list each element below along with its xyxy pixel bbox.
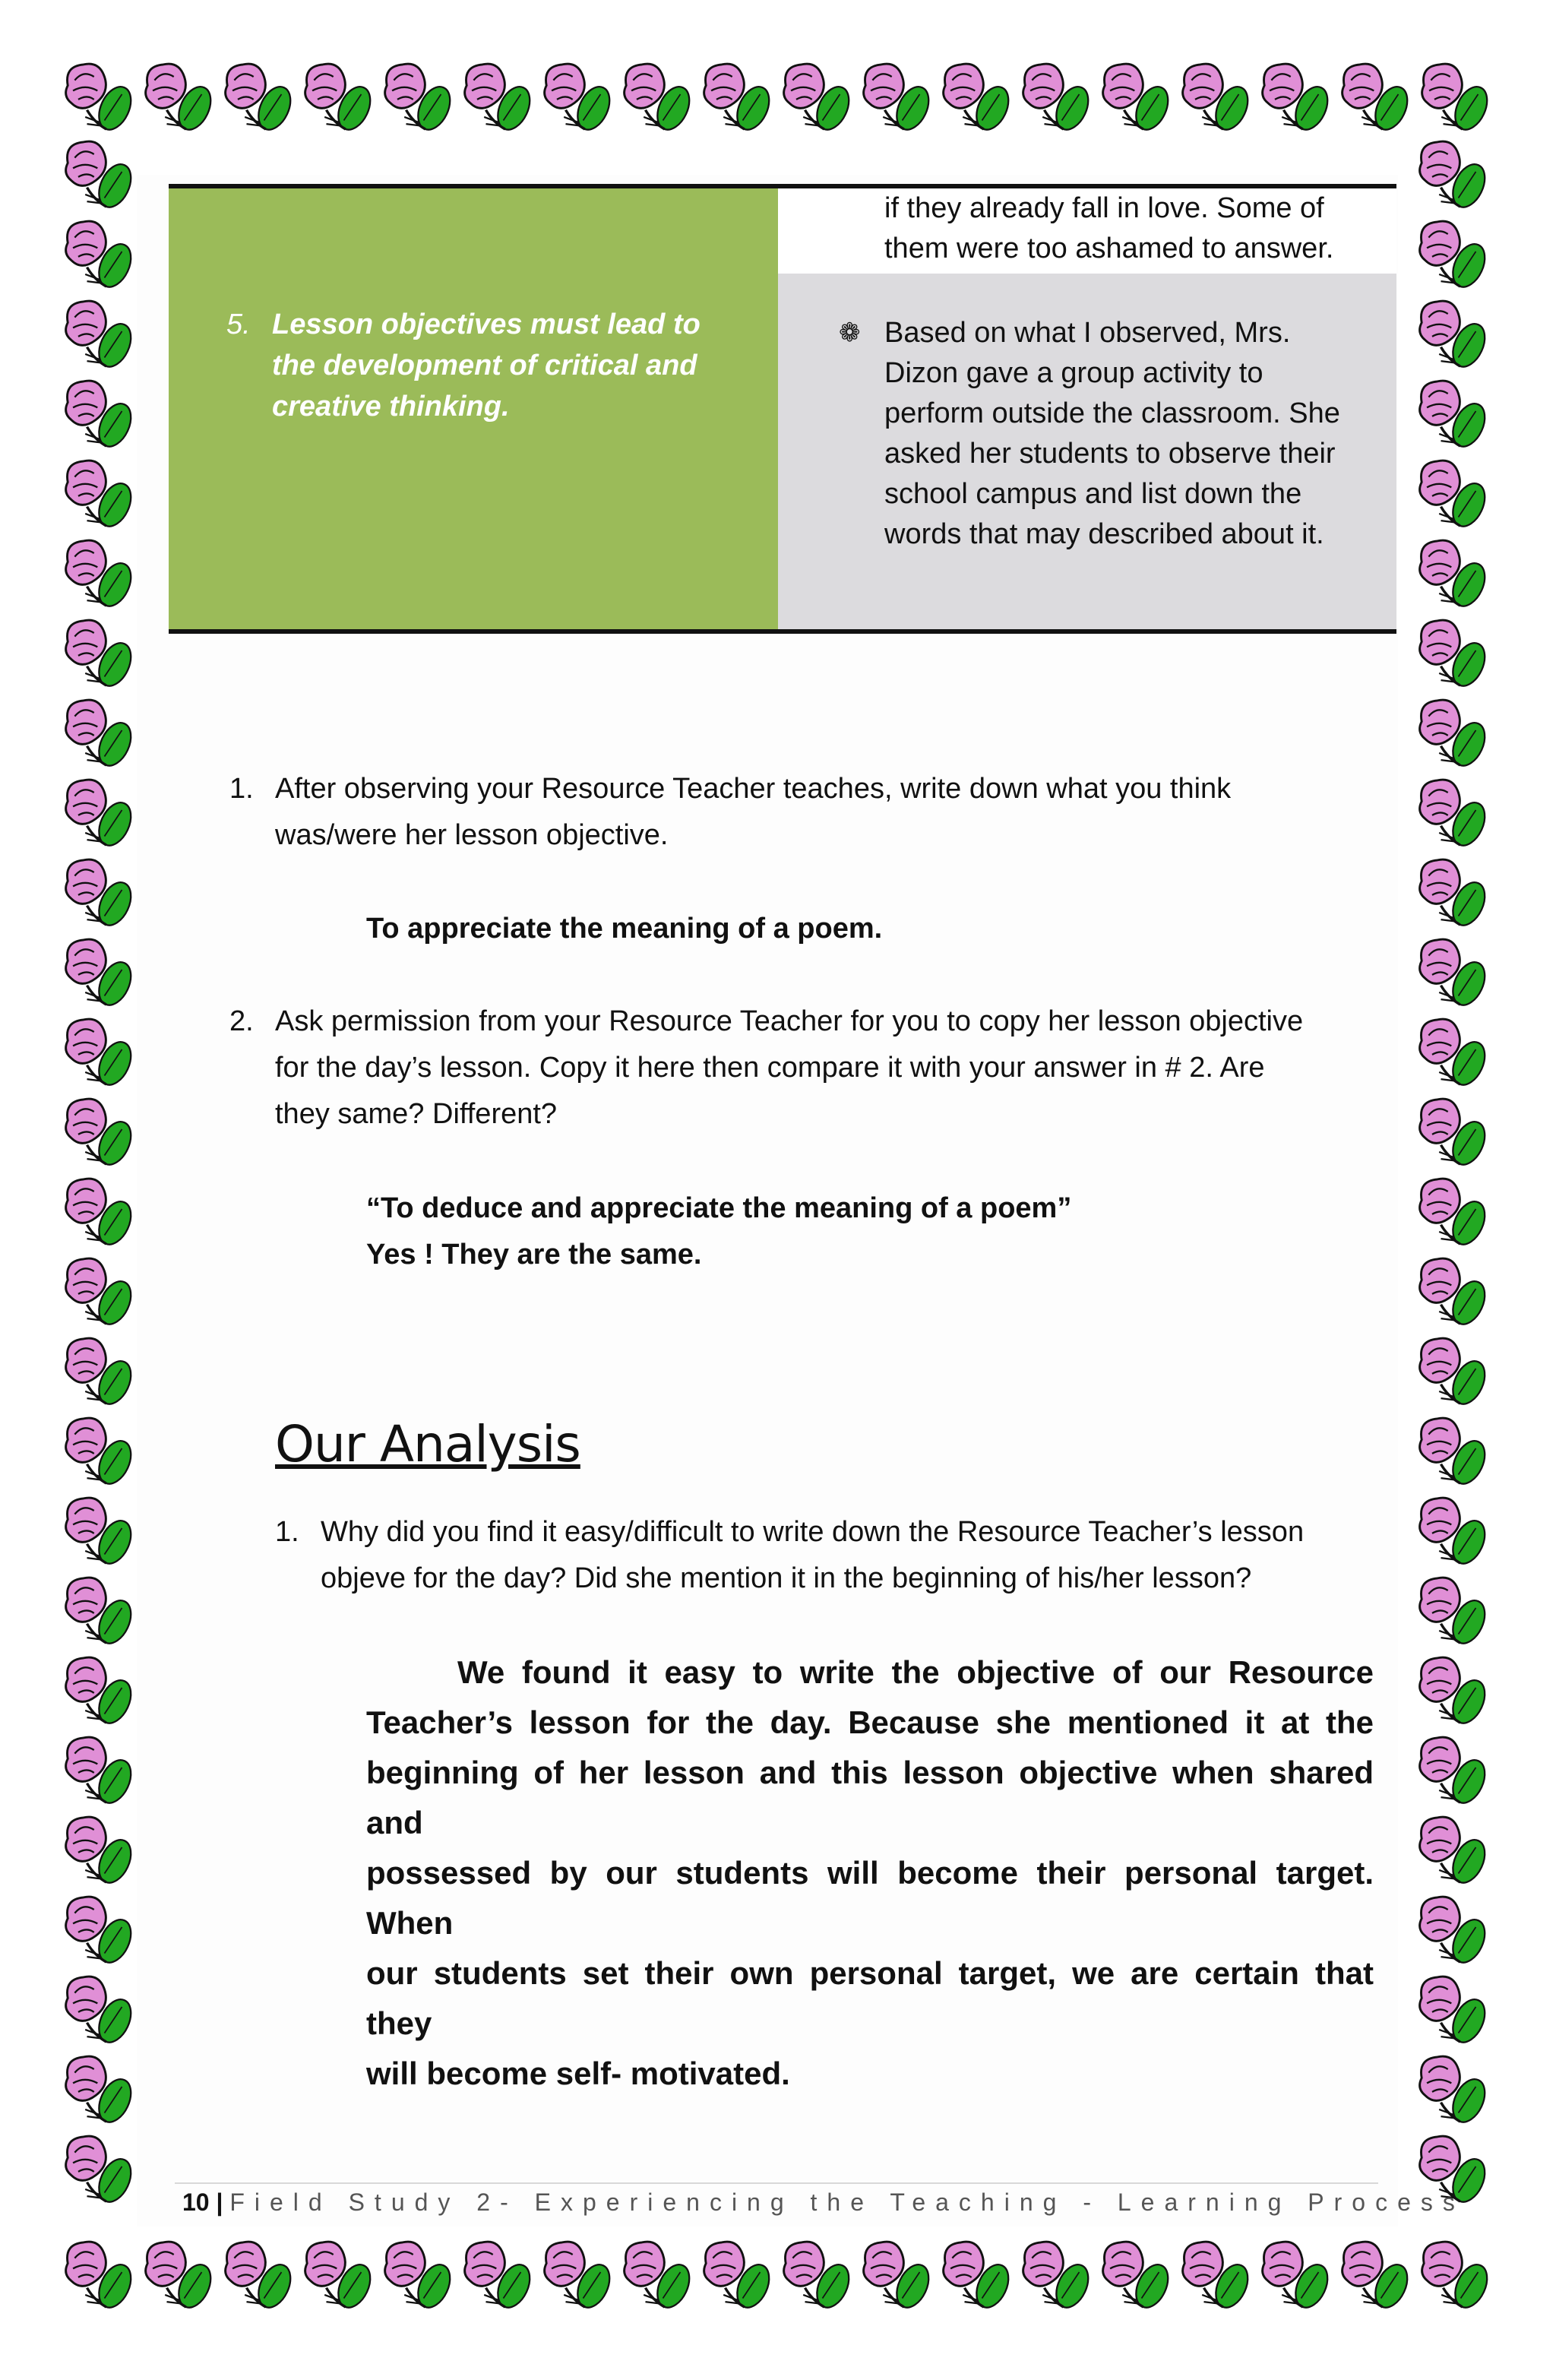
rose-icon	[146, 2242, 217, 2312]
rose-icon	[66, 939, 138, 1010]
principle-statement: Lesson objectives must lead to the development of critical and creative thinking.	[272, 309, 701, 423]
rose-icon	[1420, 2056, 1491, 2127]
rose-icon	[1420, 1657, 1491, 1728]
rose-icon	[545, 64, 616, 135]
question-2	[229, 999, 1304, 1138]
rose-icon	[465, 64, 536, 135]
rose-icon	[1343, 2242, 1414, 2312]
rose-icon	[1183, 64, 1254, 135]
rose-icon	[1420, 780, 1491, 850]
rose-icon	[1420, 540, 1491, 611]
question-line: was/were her lesson objective.	[275, 819, 669, 851]
rose-icon	[66, 620, 138, 691]
rose-icon	[66, 1179, 138, 1249]
page-number: 10 |	[182, 2189, 223, 2216]
principle-text	[226, 304, 743, 427]
rose-icon	[1420, 1498, 1491, 1568]
rose-icon	[1263, 64, 1334, 135]
rose-icon	[226, 2242, 297, 2312]
rose-icon	[66, 1657, 138, 1728]
rose-icon	[1420, 1258, 1491, 1329]
rose-icon	[66, 2242, 138, 2312]
rose-icon	[66, 700, 138, 771]
observation-line: words that may described about it.	[884, 518, 1324, 550]
question-line: After observing your Resource Teacher teaches, write down what you think	[275, 773, 1232, 805]
answer-line: possessed by our students will become their personal target. When	[366, 1855, 1374, 1941]
rose-icon	[66, 141, 138, 212]
rose-icon	[1343, 64, 1414, 135]
rose-icon	[1420, 1338, 1491, 1409]
question-line: they same? Different?	[275, 1098, 558, 1130]
analysis-question-1	[275, 1509, 1305, 1602]
observation-top-line-2: them were too ashamed to answer.	[884, 233, 1334, 264]
principle-number: 5.	[226, 309, 251, 340]
rose-icon	[1183, 2242, 1254, 2312]
rose-icon	[66, 2136, 138, 2207]
rose-icon	[66, 1498, 138, 1568]
rose-icon	[465, 2242, 536, 2312]
question-line: Ask permission from your Resource Teacher for you to copy her lesson objective	[275, 1005, 1304, 1037]
rose-icon	[784, 2242, 855, 2312]
rose-icon	[66, 381, 138, 451]
rose-icon	[944, 64, 1015, 135]
rose-icon	[1422, 2242, 1494, 2312]
answer-line: Teacher’s lesson for the day. Because she mentioned it at the	[366, 1704, 1374, 1740]
rose-icon	[1420, 381, 1491, 451]
rose-icon	[1420, 859, 1491, 930]
rose-icon	[66, 301, 138, 372]
rose-icon	[66, 1338, 138, 1409]
rose-icon	[1023, 64, 1095, 135]
rose-icon	[305, 2242, 377, 2312]
rose-icon	[66, 540, 138, 611]
rose-icon	[1420, 460, 1491, 531]
rose-icon	[1420, 221, 1491, 292]
rose-icon	[704, 64, 776, 135]
flower-bullet-icon: ❁	[839, 318, 861, 347]
rose-icon	[1420, 1897, 1491, 1967]
rose-icon	[1420, 301, 1491, 372]
rose-icon	[66, 1418, 138, 1489]
principle-cell	[169, 188, 778, 629]
answer-line: We found it easy to write the objective of our Resource	[457, 1654, 1374, 1690]
observation-line: perform outside the classroom. She	[884, 397, 1340, 429]
rose-icon	[385, 64, 457, 135]
rose-icon	[1420, 620, 1491, 691]
question-line: Why did you find it easy/difficult to write down the Resource Teacher’s lesson	[321, 1516, 1305, 1548]
observation-top-line-1: if they already fall in love. Some of	[884, 192, 1324, 224]
answer-line: will become self- motivated.	[366, 2056, 790, 2091]
rose-icon	[944, 2242, 1015, 2312]
question-number: 2.	[229, 1005, 254, 1037]
question-number: 1.	[275, 1516, 299, 1548]
rose-icon	[784, 64, 855, 135]
answer-2-comparison: Yes ! They are the same.	[366, 1239, 702, 1271]
rose-icon	[66, 1817, 138, 1888]
question-line: objeve for the day? Did she mention it in the beginning of his/her lesson?	[321, 1562, 1252, 1594]
footer-title: Field Study 2- Experiencing the Teaching - Learning Process	[229, 2189, 1465, 2216]
answer-line: our students set their own personal target, we are certain that they	[366, 1955, 1374, 2041]
rose-icon	[146, 64, 217, 135]
question-number: 1.	[229, 773, 254, 805]
rose-icon	[1420, 1019, 1491, 1090]
rose-icon	[1420, 1976, 1491, 2047]
answer-2-quote: “To deduce and appreciate the meaning of a poem”	[366, 1192, 1072, 1224]
rose-icon	[66, 1019, 138, 1090]
rose-icon	[226, 64, 297, 135]
rose-icon	[864, 64, 935, 135]
section-heading: Our Analysis	[275, 1415, 580, 1473]
rose-icon	[864, 2242, 935, 2312]
rose-icon	[1420, 1099, 1491, 1169]
page-footer	[182, 2189, 1465, 2217]
rose-icon	[66, 64, 138, 135]
rose-icon	[1420, 1179, 1491, 1249]
rose-icon	[1420, 939, 1491, 1010]
rose-icon	[704, 2242, 776, 2312]
rose-icon	[1263, 2242, 1334, 2312]
rose-icon	[1420, 141, 1491, 212]
rose-icon	[66, 1258, 138, 1329]
rose-icon	[1103, 2242, 1175, 2312]
rose-icon	[66, 780, 138, 850]
observation-cell-top	[778, 188, 1396, 274]
observation-cell-bottom	[778, 274, 1396, 629]
observation-line: school campus and list down the	[884, 478, 1302, 510]
rose-icon	[385, 2242, 457, 2312]
rose-icon	[66, 221, 138, 292]
rose-icon	[1420, 700, 1491, 771]
rose-icon	[625, 2242, 696, 2312]
footer-divider	[175, 2182, 1378, 2184]
observation-line: Based on what I observed, Mrs.	[884, 317, 1291, 349]
observation-line: asked her students to observe their	[884, 438, 1336, 470]
rose-icon	[1103, 64, 1175, 135]
rose-icon	[66, 1976, 138, 2047]
rose-icon	[1420, 1817, 1491, 1888]
rose-icon	[66, 1578, 138, 1648]
rose-icon	[1023, 2242, 1095, 2312]
rose-icon	[1420, 1578, 1491, 1648]
observation-table	[169, 184, 1396, 634]
rose-icon	[66, 1099, 138, 1169]
rose-icon	[66, 1737, 138, 1808]
rose-icon	[1420, 1737, 1491, 1808]
rose-icon	[1420, 1418, 1491, 1489]
question-1	[229, 766, 1232, 859]
question-line: for the day’s lesson. Copy it here then compare it with your answer in # 2. Are	[275, 1052, 1265, 1084]
rose-icon	[625, 64, 696, 135]
rose-icon	[66, 1897, 138, 1967]
answer-line: beginning of her lesson and this lesson objective when shared and	[366, 1755, 1374, 1840]
observation-line: Dizon gave a group activity to	[884, 357, 1263, 389]
answer-1: To appreciate the meaning of a poem.	[366, 913, 883, 945]
rose-icon	[66, 460, 138, 531]
rose-icon	[66, 2056, 138, 2127]
rose-icon	[305, 64, 377, 135]
rose-icon	[545, 2242, 616, 2312]
rose-icon	[1422, 64, 1494, 135]
rose-icon	[66, 859, 138, 930]
analysis-answer	[366, 1647, 1374, 2099]
